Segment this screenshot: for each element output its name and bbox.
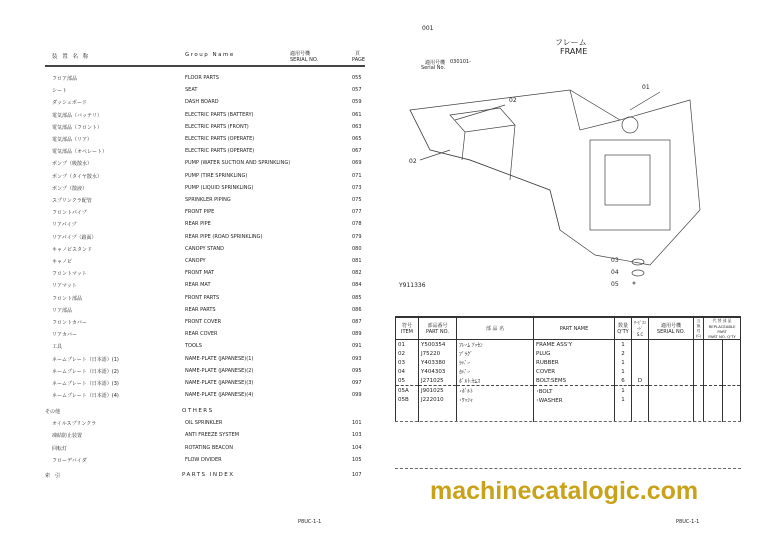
group-row[interactable] [0,112,380,122]
cell: 05B [396,395,419,404]
cell: J271025 [419,376,457,386]
th-partno-jp: 部品番号 [427,323,448,329]
group-jp: キャノピスタンド [52,246,93,253]
group-jp: 電気部品（リア） [52,137,93,143]
th-repl-partno: PART NO. [708,334,726,339]
group-jp: キャノピ [52,259,73,265]
group-en: PUMP (WATER SUCTION AND SPRINKLING) [185,160,291,167]
cell [649,376,694,386]
group-row[interactable] [0,457,380,467]
cell: 1 [615,358,632,367]
group-row[interactable] [0,148,380,158]
group-en: REAR PIPE (ROAD SPRINKLING) [185,233,263,240]
th-sc-jp: ｻｰﾋﾞｽｺｰﾄﾞ [634,320,646,331]
cell [704,349,722,358]
cell: 1 [615,395,632,404]
frame-diagram [390,80,720,285]
callout-02: 02 [509,97,517,104]
table-row[interactable] [396,395,741,404]
rubber-icon [632,270,644,276]
cell: ･ﾜｯｼｬ [457,395,534,404]
cell: 01 [396,340,419,350]
group-pg: 084 [352,282,362,289]
table-spacer [396,404,741,422]
group-pg: 069 [352,160,362,167]
group-pg: 080 [352,245,362,252]
group-pg: 101 [352,420,362,426]
group-en: SEAT [185,87,198,94]
group-jp: 回転灯 [52,445,68,452]
watermark: machinecatalogic.com [430,477,699,505]
group-pg: 089 [352,331,362,338]
th-repl-qty: Q'TY [727,334,736,339]
cell [704,340,722,350]
group-pg: 104 [352,444,362,451]
cell [694,376,704,386]
cell [632,349,649,358]
group-jp: ポンプ（タイヤ散水） [52,173,102,180]
group-pg: 063 [352,123,362,130]
cell: BOLT:SEMS [534,376,615,386]
group-jp: オイルスプリンクラ [52,421,97,427]
cell [632,367,649,376]
footer-left: P8UC-1-1 [298,519,322,525]
group-jp: フロントパイプ [52,210,87,217]
serial-label-jp: 適用号機 [425,60,446,66]
group-jp: ネームプレート（日本語）(4) [52,393,119,400]
title-en: FRAME [560,47,588,56]
group-row[interactable] [0,234,380,244]
frame-edge [570,90,620,130]
cell [722,376,740,386]
group-pg: 059 [352,99,362,106]
group-pg: 085 [352,294,362,301]
index-en: PARTS INDEX [182,472,235,478]
table-row[interactable] [396,367,741,376]
frame-panel [605,155,650,205]
cell [704,395,722,404]
group-row[interactable] [0,270,380,280]
group-jp: フロア部品 [52,76,78,82]
cell [694,349,704,358]
group-en: DASH BOARD [185,99,219,106]
group-row[interactable] [0,75,380,85]
cell [704,358,722,367]
group-en: NAME-PLATE (JAPANESE)(4) [185,392,254,399]
group-row[interactable] [0,209,380,219]
small-parts-diagram [620,255,650,295]
index-page: 107 [352,472,362,478]
cell: ﾎﾞﾙﾄ:ｾﾑｽ [457,376,534,386]
cell: 1 [615,367,632,376]
group-jp: 電気部品（オペレート） [52,149,108,156]
group-row[interactable] [0,432,380,442]
group-pg: 077 [352,209,362,216]
th-name-jp: 部 品 名 [485,326,505,332]
group-en: FLOW DIVIDER [185,456,222,463]
others-jp: その他 [45,409,61,415]
cell [722,367,740,376]
cell: J901025 [419,386,457,396]
group-jp: ポンプ（散液） [52,185,88,192]
cell: FRAME ASS'Y [534,340,615,350]
group-pg: 095 [352,367,362,374]
group-en: FRONT MAT [185,270,215,277]
group-row[interactable] [0,295,380,305]
cell [632,386,649,396]
cell [649,395,694,404]
group-en: FRONT COVER [185,319,222,325]
table-row[interactable] [396,386,741,396]
group-jp: 電気部品（バッテリ） [52,112,103,119]
th-sc: S.C [636,332,644,337]
cell: ﾗﾊﾞｰ [457,358,534,367]
group-row[interactable] [0,319,380,329]
group-row[interactable] [0,356,380,366]
group-row[interactable] [0,368,380,378]
leader-02 [455,105,505,120]
group-pg: 086 [352,306,362,313]
cell: ･BOLT [534,386,615,396]
cell [694,367,704,376]
group-pg: 093 [352,355,362,362]
group-pg: 073 [352,184,362,191]
serial-value: 030101- [450,59,471,65]
group-jp: リアパイプ（路面） [52,234,97,241]
cell: RUBBER [534,358,615,367]
group-jp: リア部品 [52,307,73,314]
header-serial: SERIAL NO. [290,57,319,63]
group-en: ANTI FREEZE SYSTEM [185,432,240,439]
cell: COVER [534,367,615,376]
cell [694,395,704,404]
divider [395,468,741,469]
page-number: 001 [422,25,434,32]
group-row[interactable] [0,160,380,170]
group-row[interactable] [0,420,380,430]
frame-edge [410,110,560,230]
group-row[interactable] [0,185,380,195]
group-jp: フロントカバー [52,320,87,326]
group-en: ELECTRIC PARTS (FRONT) [185,123,249,130]
group-pg: 061 [352,111,362,118]
group-en: OIL SPRINKLER [185,420,223,426]
group-row[interactable] [0,258,380,268]
group-pg: 081 [352,258,362,264]
table-row[interactable] [396,340,741,350]
cell: J75220 [419,349,457,358]
group-row[interactable] [0,445,380,455]
th-item-jp: 符号 [401,323,412,329]
cell [649,340,694,350]
group-en: CANOPY STAND [185,245,224,252]
cell [722,349,740,358]
group-en: FRONT PIPE [185,209,215,216]
cell: ･ﾎﾞﾙﾄ [457,386,534,396]
cell: 03 [396,358,419,367]
frame-outline [410,90,700,265]
group-en: PUMP (TIRE SPRINKLING) [185,172,248,179]
group-jp: ネームプレート（日本語）(3) [52,381,119,387]
cell: 05 [396,376,419,386]
cell: ﾌﾟﾗｸﾞ [457,349,534,358]
cell [722,386,740,396]
serial-label-en: Serial No. [421,65,446,71]
group-pg: 078 [352,221,362,228]
group-pg: 057 [352,87,362,94]
group-en: ELECTRIC PARTS (BATTERY) [185,111,254,118]
group-en: FLOOR PARTS [185,75,219,81]
table-row[interactable] [396,358,741,367]
group-row[interactable] [0,87,380,97]
group-pg: 065 [352,136,362,142]
cell: Y404303 [419,367,457,376]
group-jp: ダッシュボード [52,100,87,107]
cell [632,340,649,350]
header-page-jp: 頁 [355,51,361,57]
cell [694,386,704,396]
divider [395,421,741,422]
cell: ｶﾊﾞｰ [457,367,534,376]
group-jp: ポンプ（吸散水） [52,161,93,168]
cell [632,358,649,367]
group-row[interactable] [0,331,380,341]
cell [704,376,722,386]
group-pg: 075 [352,197,362,203]
cell: D [632,376,649,386]
frame-hole [622,117,638,133]
cell: J222010 [419,395,457,404]
th-ic: 互換性 (C) [696,319,702,338]
cell [649,358,694,367]
group-en: SPRINKLER PIPING [185,197,231,203]
group-en: ELECTRIC PARTS (OPERATE) [185,136,255,142]
group-en: NAME-PLATE (JAPANESE)(3) [185,380,254,386]
group-pg: 055 [352,75,362,81]
cell: 6 [615,376,632,386]
group-jp: フロント部品 [52,295,83,302]
figure-number: Y911336 [399,282,426,289]
group-en: CANOPY [185,258,206,264]
group-jp: ネームプレート（日本語）(2) [52,368,119,375]
cell [649,367,694,376]
group-jp: ネームプレート（日本語）(1) [52,356,119,363]
table-row[interactable] [396,349,741,358]
cell [649,386,694,396]
cell: ﾌﾚｰﾑ ｱｯｾﾝ [457,340,534,350]
index-jp: 索 引 [45,473,61,479]
group-pg: 099 [352,392,362,399]
group-pg: 067 [352,148,362,155]
bolt-icon [633,282,635,284]
group-pg: 082 [352,270,362,277]
cell [632,395,649,404]
th-serial-jp: 適用号機 [660,323,681,329]
header-serial-jp: 適用号機 [290,51,311,57]
group-en: NAME-PLATE (JAPANESE)(2) [185,367,254,374]
th-item: ITEM [400,329,413,335]
cell [694,358,704,367]
th-qty: Q'TY [617,329,629,335]
cell: Y403380 [419,358,457,367]
group-row[interactable] [0,197,380,207]
group-row[interactable] [0,124,380,134]
callout-05: 05 [611,281,619,288]
parts-table [395,316,741,422]
group-row[interactable] [0,380,380,390]
group-jp: シート [52,88,68,95]
cell: 02 [396,349,419,358]
cell: PLUG [534,349,615,358]
cell [704,386,722,396]
group-row[interactable] [0,307,380,317]
group-en: REAR PIPE [185,221,211,228]
plug-icon [632,259,644,265]
th-serial: SERIAL NO. [656,329,686,335]
callout-01: 01 [642,84,650,91]
group-row[interactable] [0,246,380,256]
cell [694,340,704,350]
cell [722,340,740,350]
group-en: ELECTRIC PARTS (OPERATE) [185,148,255,155]
group-row[interactable] [0,136,380,146]
cell [722,358,740,367]
group-en: FRONT PARTS [185,294,220,301]
group-pg: 103 [352,432,362,439]
group-en: REAR COVER [185,331,218,338]
cell: ･WASHER [534,395,615,404]
group-en: NAME-PLATE (JAPANESE)(1) [185,355,254,362]
cell: 2 [615,349,632,358]
cell: 1 [615,340,632,350]
callout-04: 04 [611,269,619,276]
group-jp: リアパイプ [52,222,77,229]
group-row[interactable] [0,99,380,109]
th-name: PART NAME [559,325,589,332]
group-row[interactable] [0,343,380,353]
title-jp: フレーム [555,38,587,47]
table-row[interactable] [396,376,741,386]
header-rule [45,65,365,67]
group-row[interactable] [0,392,380,402]
th-qty-jp: 数量 [617,323,628,329]
group-row[interactable] [0,221,380,231]
th-repl-jp: 代 替 部 品 [712,318,732,323]
footer-right: P8UC-1-1 [676,519,700,525]
group-jp: スプリンクラ配管 [52,198,92,204]
frame-panel [590,140,670,230]
group-pg: 105 [352,456,362,463]
group-jp: フローデバイダ [52,457,87,464]
group-pg: 079 [352,233,362,240]
group-jp: 凍結防止装置 [52,433,83,440]
leader-01 [630,92,660,110]
group-en: ROTATING BEACON [185,444,233,451]
group-pg: 071 [352,172,362,179]
cell [649,349,694,358]
header-group-name: Group Name [185,52,235,58]
others-en: OTHERS [182,408,214,414]
cell: 1 [615,386,632,396]
group-row[interactable] [0,173,380,183]
th-repl: REPLACEABLE PART [708,324,736,334]
group-jp: 電気部品（フロント） [52,124,103,131]
group-pg: 097 [352,380,362,386]
header-page: PAGE [352,57,366,63]
cell [704,367,722,376]
group-pg: 091 [352,343,362,350]
group-row[interactable] [0,282,380,292]
cell: 05A [396,386,419,396]
group-pg: 087 [352,319,362,325]
cell [722,395,740,404]
group-en: PUMP (LIQUID SPRINKLING) [185,184,254,191]
header-jp-name: 装 置 名 称 [52,54,90,60]
group-en: TOOLS [185,343,202,350]
group-jp: 工具 [52,344,63,351]
callout-02b: 02 [409,158,417,165]
group-en: REAR PARTS [185,306,216,313]
group-jp: フロントマット [52,271,87,278]
group-en: REAR MAT [185,282,211,289]
cell: Y500354 [419,340,457,350]
cell: 04 [396,367,419,376]
th-partno: PART NO. [426,329,449,335]
group-jp: リアカバー [52,332,77,339]
group-jp: リアマット [52,283,77,290]
callout-03: 03 [611,257,619,264]
